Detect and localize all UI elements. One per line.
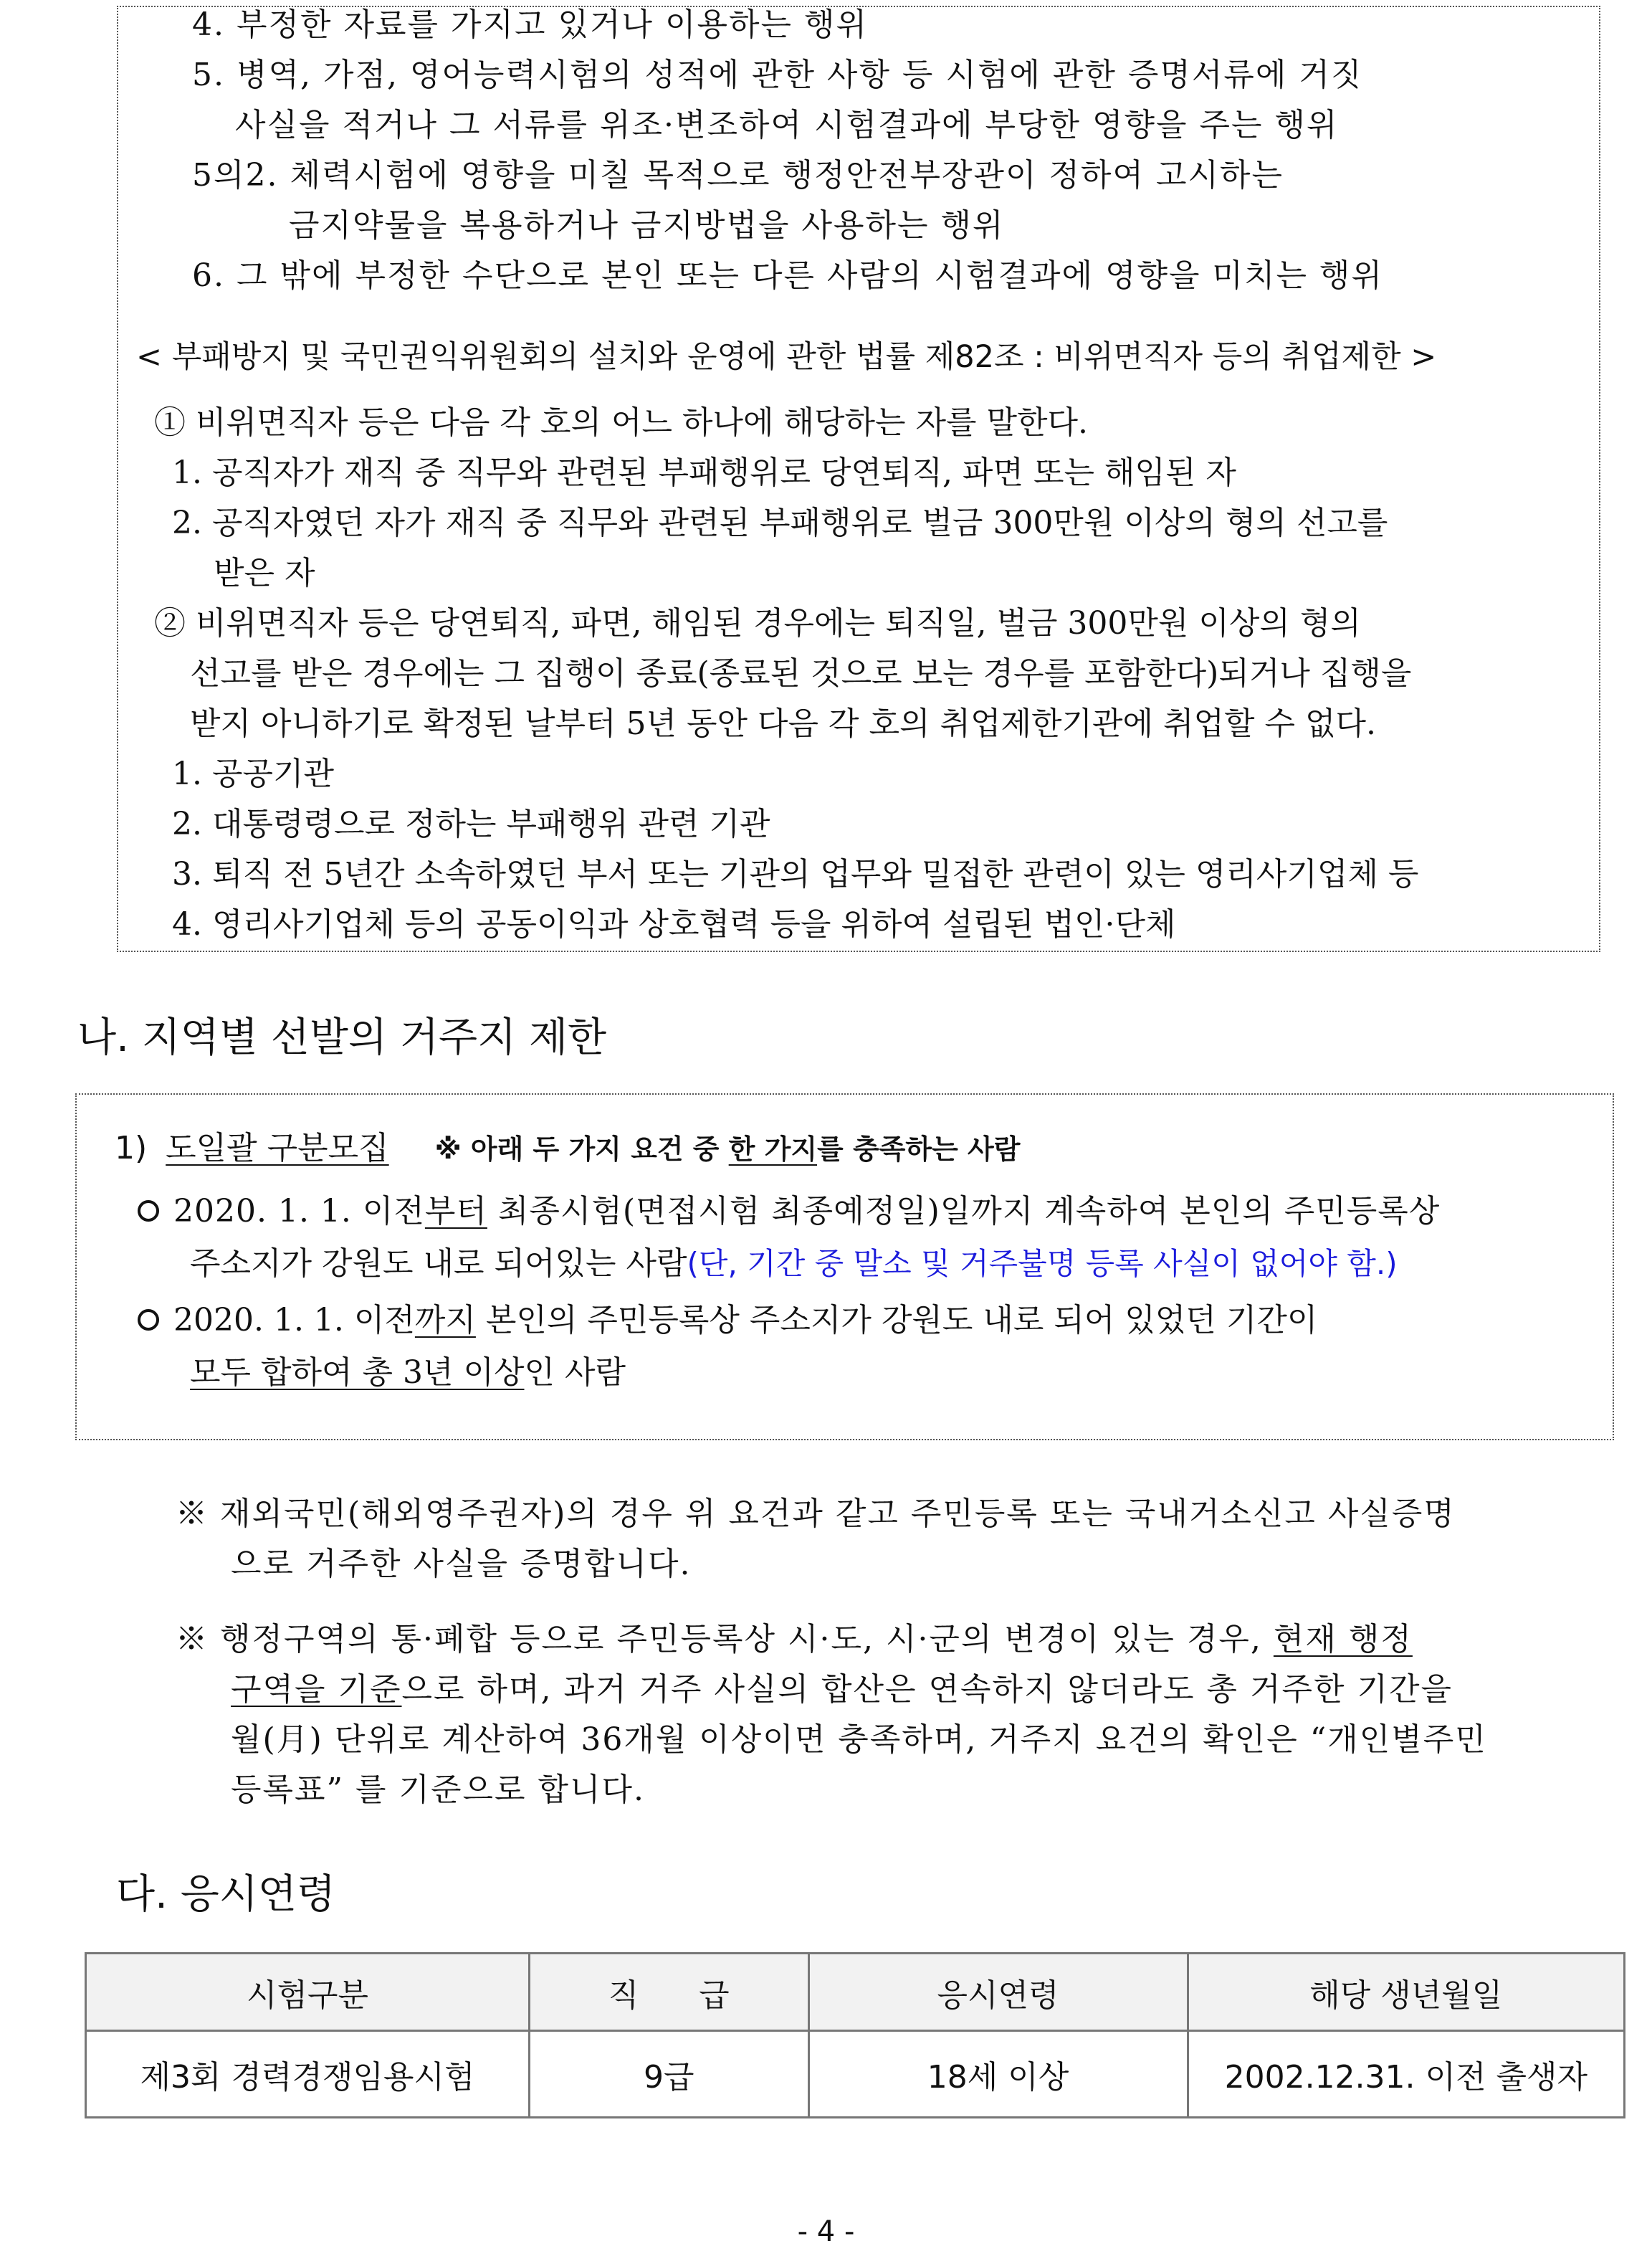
box1-line-5-cont: 사실을 적거나 그 서류를 위조·변조하여 시험결과에 부당한 영향을 주는 행위 xyxy=(235,107,1339,143)
table-header-row xyxy=(86,1954,1625,2031)
requirement-2-line-2 xyxy=(190,1351,626,1394)
box1-line-5: 5. 병역, 가점, 영어능력시험의 성적에 관한 사항 등 시험에 관한 증명서류에 거짓 xyxy=(192,57,1363,93)
note-admin-text: ※ 행정구역의 통·폐합 등으로 주민등록상 시·도, 시·군의 변경이 있는 경우, xyxy=(176,1621,1274,1658)
table-cell: 제3회 경력경쟁임용시험 xyxy=(86,2031,530,2118)
law-clause-1-item-1: 1. 공직자가 재직 중 직무와 관련된 부패행위로 당연퇴직, 파면 또는 해임된 자 xyxy=(172,455,1236,491)
box1-line-5-2-cont: 금지약물을 복용하거나 금지방법을 사용하는 행위 xyxy=(289,207,1005,244)
law-clause-2-item-2: 2. 대통령령으로 정하는 부패행위 관련 기관 xyxy=(172,806,770,842)
note-admin-underlined: 현재 행정 xyxy=(1273,1621,1413,1658)
note-underlined: 한 가지 xyxy=(728,1133,818,1165)
note-admin-underlined-2: 구역을 기준 xyxy=(231,1671,402,1708)
table-header-cell: 직 급 xyxy=(529,1954,808,2031)
table-header-cell: 해당 생년월일 xyxy=(1188,1954,1624,2031)
law-clause-1-item-2-cont: 받은 자 xyxy=(214,555,315,591)
table-header-cell: 시험구분 xyxy=(86,1954,530,2031)
note-overseas-line-1: ※ 재외국민(해외영주권자)의 경우 위 요건과 같고 주민등록 또는 국내거소신고 사실증명 xyxy=(176,1495,1456,1532)
subsection-title: 도일괄 구분모집 xyxy=(166,1130,389,1166)
requirement-2-line-1 xyxy=(138,1299,1317,1342)
note-admin-line-4: 등록표” 를 기준으로 합니다. xyxy=(231,1771,645,1808)
table-cell: 18세 이상 xyxy=(808,2031,1188,2118)
law-clause-2-cont2: 받지 아니하기로 확정된 날부터 5년 동안 다음 각 호의 취업제한기관에 취업할 수 없다. xyxy=(190,705,1376,742)
req1-blue-note: (단, 기간 중 말소 및 거주불명 등록 사실이 없어야 함.) xyxy=(687,1246,1398,1281)
law-clause-2-item-1: 1. 공공기관 xyxy=(172,756,334,792)
box1-line-5-2: 5의2. 체력시험에 영향을 미칠 목적으로 행정안전부장관이 정하여 고시하는 xyxy=(192,157,1284,194)
circle-bullet-icon xyxy=(138,1309,159,1331)
req2-text: 2020. 1. 1. 이전 xyxy=(173,1302,415,1338)
age-table xyxy=(85,1952,1625,2118)
law-clause-1-item-2: 2. 공직자였던 자가 재직 중 직무와 관련된 부패행위로 벌금 300만원 이상의 형의 선고를 xyxy=(172,505,1388,541)
law-title: < 부패방지 및 국민권익위원회의 설치와 운영에 관한 법률 제82조 : 비위면직자 등의 취업제한 > xyxy=(136,339,1437,375)
table-cell: 9급 xyxy=(529,2031,808,2118)
subsection-number: 1) xyxy=(115,1130,148,1166)
note-admin-line-2 xyxy=(231,1668,1453,1711)
law-clause-2-item-4: 4. 영리사기업체 등의 공동이익과 상호협력 등을 위하여 설립된 법인·단체 xyxy=(172,906,1176,943)
requirement-1-line-2 xyxy=(190,1242,1398,1285)
requirement-1-line-1 xyxy=(138,1190,1440,1233)
law-clause-2-cont1: 선고를 받은 경우에는 그 집행이 종료(종료된 것으로 보는 경우를 포함한다)되거나 집행을 xyxy=(190,655,1412,692)
req2-underlined: 까지 xyxy=(414,1302,476,1338)
subsection-title-row xyxy=(115,1127,1020,1171)
req1-underlined: 부터 xyxy=(424,1193,487,1230)
note-admin-line-1 xyxy=(176,1618,1413,1661)
note-admin-line-3: 월(月) 단위로 계산하여 36개월 이상이면 충족하며, 거주지 요건의 확인은 “개인별주민 xyxy=(231,1721,1487,1758)
req2-underlined-2: 모두 합하여 총 3년 이상 xyxy=(190,1354,525,1391)
note-admin-text-2: 으로 하며, 과거 거주 사실의 합산은 연속하지 않더라도 총 거주한 기간을 xyxy=(401,1671,1453,1708)
note-text-end: 를 충족하는 사람 xyxy=(817,1133,1021,1165)
section-na-heading: 나. 지역별 선발의 거주지 제한 xyxy=(77,1014,607,1061)
law-clause-2: ② 비위면직자 등은 당연퇴직, 파면, 해임된 경우에는 퇴직일, 벌금 300만원 이상의 형의 xyxy=(154,605,1361,642)
req2-text-end: 본인의 주민등록상 주소지가 강원도 내로 되어 있었던 기간이 xyxy=(475,1302,1318,1338)
box1-line-4: 4. 부정한 자료를 가지고 있거나 이용하는 행위 xyxy=(192,6,868,43)
law-clause-1: ① 비위면직자 등은 다음 각 호의 어느 하나에 해당하는 자를 말한다. xyxy=(154,404,1088,441)
note-overseas-line-2: 으로 거주한 사실을 증명합니다. xyxy=(231,1546,692,1582)
table-row xyxy=(86,2031,1625,2118)
page-number: - 4 - xyxy=(797,2215,855,2248)
subsection-note xyxy=(435,1133,1021,1165)
table-header-cell: 응시연령 xyxy=(808,1954,1188,2031)
req1-text: 2020. 1. 1. 이전 xyxy=(173,1193,425,1230)
box1-line-6: 6. 그 밖에 부정한 수단으로 본인 또는 다른 사람의 시험결과에 영향을 미치는 행위 xyxy=(192,257,1383,294)
section-da-heading: 다. 응시연령 xyxy=(116,1871,336,1918)
table-cell: 2002.12.31. 이전 출생자 xyxy=(1188,2031,1624,2118)
req2-text-end-2: 인 사람 xyxy=(524,1354,626,1391)
note-text: ※ 아래 두 가지 요건 중 xyxy=(434,1133,729,1165)
req1-line2-text: 주소지가 강원도 내로 되어있는 사람 xyxy=(190,1245,687,1282)
req1-text-end: 최종시험(면접시험 최종예정일)일까지 계속하여 본인의 주민등록상 xyxy=(487,1193,1441,1230)
circle-bullet-icon xyxy=(138,1200,159,1222)
law-clause-2-item-3: 3. 퇴직 전 5년간 소속하였던 부서 또는 기관의 업무와 밀접한 관련이 있는 영리사기업체 등 xyxy=(172,856,1419,893)
